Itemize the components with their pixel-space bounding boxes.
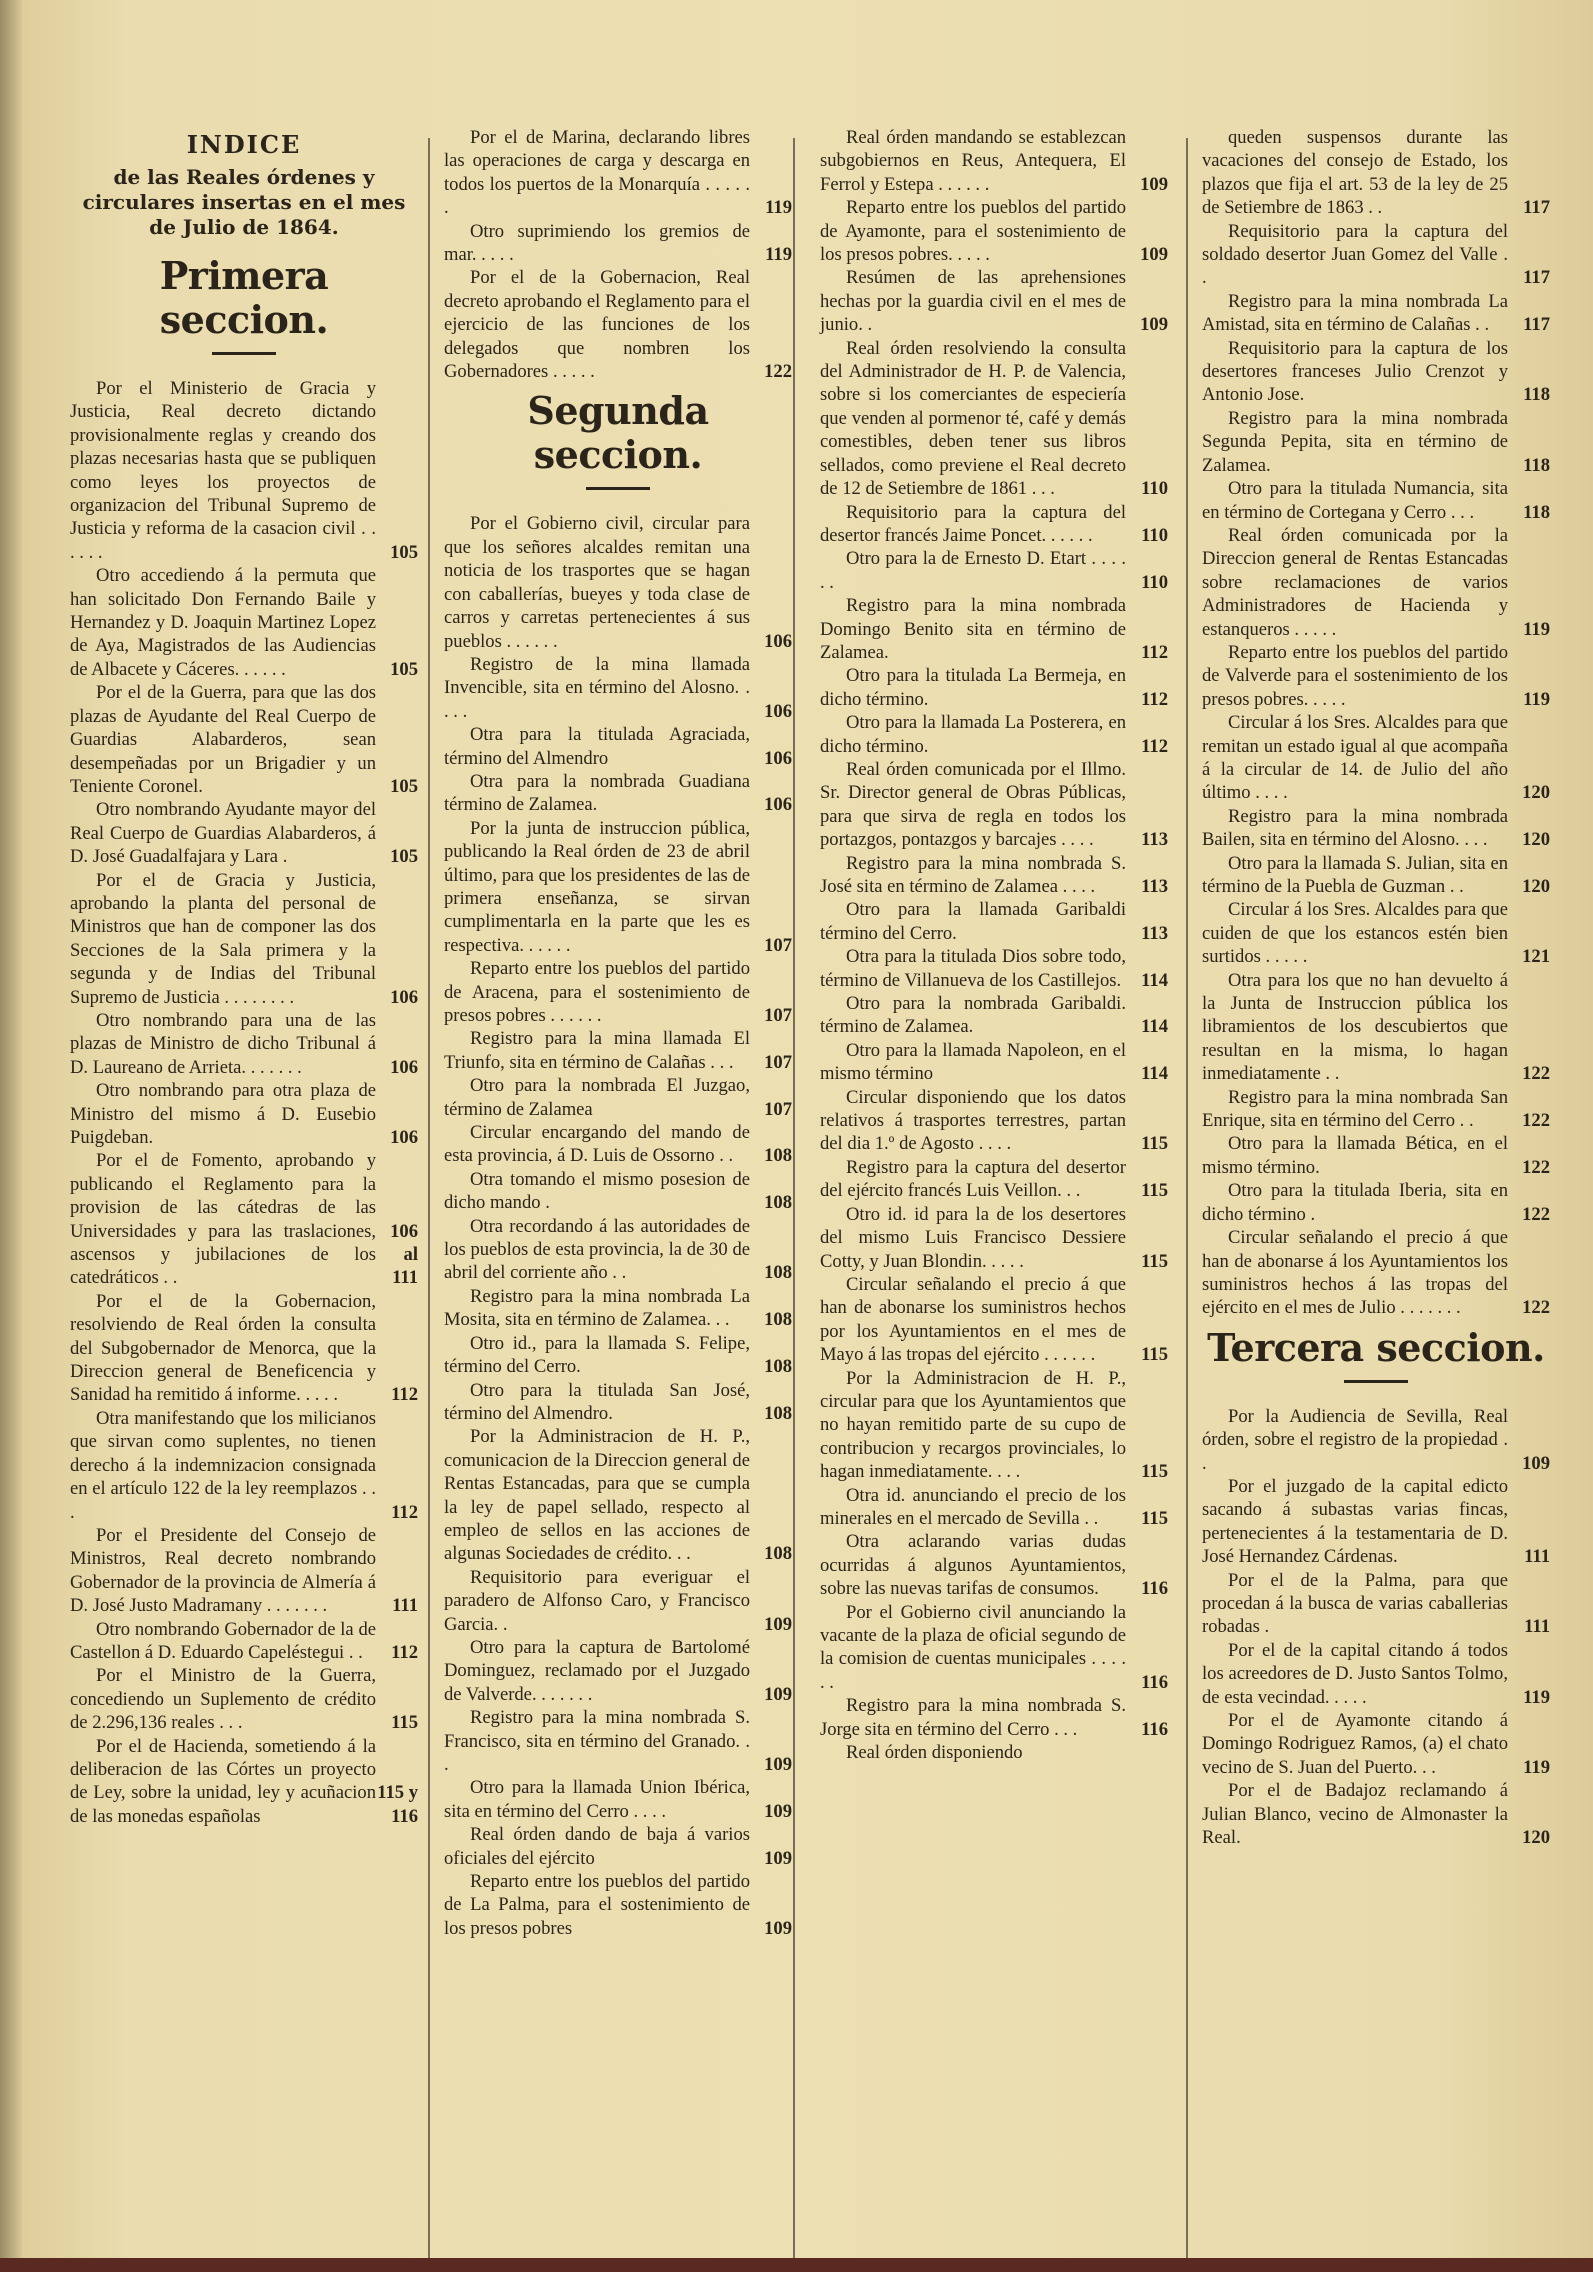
index-entry xyxy=(1202,1405,1550,1475)
entry-text: Reparto entre los pueblos del partido de Aracena, para el sostenimiento de presos pobres . . . . . . xyxy=(444,958,750,1026)
index-entry xyxy=(820,898,1168,945)
entry-page-number: 105 xyxy=(390,541,418,563)
index-entry xyxy=(70,869,418,1009)
entry-page-number: 117 xyxy=(1523,314,1550,336)
page-edge xyxy=(0,0,22,2272)
index-entry xyxy=(820,1039,1168,1086)
entry-text: Registro de la mina llamada Invencible, sita en término del Alosno. . . . . xyxy=(444,653,750,722)
index-entry xyxy=(1202,220,1550,290)
section-title-segunda: Segunda seccion. xyxy=(527,388,709,478)
entry-text: Otro para la llamada S. Julian, sita en término de la Puebla de Guzman . . xyxy=(1202,852,1508,897)
entry-page-number: 113 xyxy=(1141,876,1168,897)
index-entry xyxy=(1202,898,1550,968)
entry-page-number: 112 xyxy=(391,1501,418,1523)
entry-page-number: 115 xyxy=(391,1712,418,1734)
entry-page-number: 114 xyxy=(1141,1063,1168,1085)
index-entry xyxy=(70,1407,418,1524)
entry-page-number: 115 xyxy=(1141,1133,1168,1155)
index-entry xyxy=(1202,477,1550,524)
entry-page-number: 109 xyxy=(764,1800,792,1822)
entry-text: Por el Ministro de la Guerra, concediendo un Suplemento de crédito de 2.296,136 reales . . . xyxy=(70,1665,376,1734)
entry-page-number: 120 xyxy=(1522,829,1550,851)
entry-text: Otra para la nombrada Guadiana término de Zalamea. xyxy=(444,770,750,816)
entry-page-number: 113 xyxy=(1141,922,1168,944)
entry-text: Otra id. anunciando el precio de los minerales en el mercado de Sevilla . . xyxy=(820,1484,1126,1529)
index-entry xyxy=(70,681,418,798)
entry-page-number: 122 xyxy=(1522,1156,1550,1178)
index-entry xyxy=(444,1121,792,1168)
entry-text: Registro para la mina nombrada S. Jorge sita en término del Cerro . . . xyxy=(820,1695,1126,1740)
entry-page-number: 117 xyxy=(1523,267,1550,289)
index-entry xyxy=(1202,1132,1550,1179)
entry-page-number: 106 xyxy=(764,700,792,722)
index-entry xyxy=(820,1484,1168,1531)
entry-page-number: 119 xyxy=(1523,1686,1550,1708)
entry-text: Resúmen de las aprehensiones hechas por la guardia civil en el mes de junio. . xyxy=(820,267,1126,336)
entry-page-number: 114 xyxy=(1141,1016,1168,1038)
entry-page-number: 108 xyxy=(764,1356,792,1378)
index-entry xyxy=(444,1332,792,1379)
entry-page-number: 122 xyxy=(764,361,792,383)
section-divider xyxy=(586,487,650,490)
entry-text: Requisitorio para la captura de los desertores franceses Julio Crenzot y Antonio Jose. xyxy=(1202,337,1508,406)
column-rule xyxy=(793,138,795,2258)
entry-text: Circular disponiendo que los datos relativos á trasportes terrestres, partan del dia 1.º de Agosto . . . . xyxy=(820,1086,1126,1155)
entry-text: Otro para la llamada Napoleon, en el mismo término xyxy=(820,1039,1126,1085)
entry-page-number: 109 xyxy=(764,1683,792,1705)
entry-text: Por el de Gracia y Justicia, aprobando la planta del personal de Ministros que han de componer las dos Secciones de la Sala primera y la segunda y de Indias del Tribunal Supremo de Justicia . . . . . . . . xyxy=(70,869,376,1008)
entry-text: Requisitorio para la captura del soldado desertor Juan Gomez del Valle . . xyxy=(1202,220,1508,289)
index-entry xyxy=(1202,1179,1550,1226)
entry-text: Otro id., para la llamada S. Felipe, término del Cerro. xyxy=(444,1332,750,1378)
entry-page-number: 112 xyxy=(1141,735,1168,757)
entry-text: Registro para la mina nombrada Domingo Benito sita en término de Zalamea. xyxy=(820,595,1126,663)
entry-text: Otra para la titulada Dios sobre todo, término de Villanueva de los Castillejos. xyxy=(820,946,1126,991)
entry-list xyxy=(820,126,1168,1764)
index-entry xyxy=(444,957,792,1027)
index-entry xyxy=(820,1741,1168,1764)
entry-text: Por el Presidente del Consejo de Ministros, Real decreto nombrando Gobernador de la provincia de Almería á D. José Justo Madramany . . . . . . . xyxy=(70,1524,376,1617)
entry-text: Por la Administracion de H. P., circular para que los Ayuntamientos que no hayan remitido parte de su cupo de contribucion y recargos provinciales, lo hagan inmediatamente. . . . xyxy=(820,1367,1126,1483)
index-entry xyxy=(820,852,1168,899)
index-entry xyxy=(1202,337,1550,407)
index-entry xyxy=(820,758,1168,852)
entry-text: Por el Gobierno civil, circular para que los señores alcaldes remitan una noticia de los trasportes que se hagan con caballerías, bueyes y toda clase de carros y carretas pertenecientes á sus pueblos . . . . . . xyxy=(444,513,750,652)
entry-text: Por el de Fomento, aprobando y publicando el Reglamento para la provision de las cátedras de las Universidades y para las traslaciones, ascensos y jubilaciones de los catedráticos . . xyxy=(70,1150,376,1289)
entry-page-number: 114 xyxy=(1141,969,1168,991)
entry-page-number: 105 xyxy=(390,658,418,680)
index-entry xyxy=(444,220,792,267)
entry-text: Circular señalando el precio á que han de abonarse los suministros hechos por los Ayuntamientos en el mes de Mayo á las tropas del ejército . . . . . . xyxy=(820,1273,1126,1366)
entry-text: Por el Ministerio de Gracia y Justicia, Real decreto dictando provisionalmente reglas y creando dos plazas necesarias hasta que se publiquen como leyes los proyectos de organizacion del Tribunal Supremo de Justicia y reforma de la casacion civil . . . . . . xyxy=(70,378,376,563)
column-4 xyxy=(1202,126,1550,1849)
index-entry xyxy=(820,1156,1168,1203)
entry-text: Registro para la mina nombrada La Amistad, sita en término de Calañas . . xyxy=(1202,290,1508,336)
entry-text: Por el de Badajoz reclamando á Julian Blanco, vecino de Almonaster la Real. xyxy=(1202,1780,1508,1849)
index-entry xyxy=(820,126,1168,196)
index-entry xyxy=(70,377,418,564)
section-divider xyxy=(212,352,276,355)
entry-page-number: 106 xyxy=(764,794,792,816)
entry-page-number: 117 xyxy=(1523,197,1550,219)
entry-page-number: 118 xyxy=(1523,384,1550,406)
entry-page-number: 109 xyxy=(1522,1452,1550,1474)
index-title: INDICE xyxy=(186,130,302,159)
index-entry xyxy=(820,1273,1168,1367)
column-rule xyxy=(1186,138,1188,2258)
entry-text: Por el Gobierno civil anunciando la vacante de la plaza de oficial segundo de la comision de cuentas municipales . . . . . . xyxy=(820,1601,1126,1693)
entry-page-number: 106 xyxy=(390,1127,418,1148)
entry-page-number: 112 xyxy=(1141,641,1168,663)
entry-page-number: 116 xyxy=(1141,1578,1168,1600)
entry-text: Otro para la de Ernesto D. Etart . . . . . . xyxy=(820,548,1126,593)
index-entry xyxy=(1202,641,1550,711)
entry-text: Real órden dando de baja á varios oficiales del ejército xyxy=(444,1824,750,1869)
entry-page-number: 121 xyxy=(1522,946,1550,968)
entry-page-number: 112 xyxy=(391,1641,418,1663)
entry-page-number: 110 xyxy=(1141,571,1168,593)
entry-text: Otro para la llamada Garibaldi término del Cerro. xyxy=(820,899,1126,944)
index-entry xyxy=(1202,126,1550,220)
section-title-primera: Primera seccion. xyxy=(159,253,329,342)
entry-text: Por la junta de instruccion pública, publicando la Real órden de 23 de abril último, para que los presidentes de las de primera enseñanza, se sirvan cumplimentarla en la parte que les es respectiva. . . . . . xyxy=(444,817,750,956)
entry-text: Otro para la nombrada El Juzgao, término de Zalamea xyxy=(444,1075,750,1120)
index-entry xyxy=(820,1367,1168,1484)
entry-text: Otra recordando á las autoridades de los pueblos de esta provincia, la de 30 de abril del corriente año . . xyxy=(444,1215,750,1284)
index-subtitle: de las Reales órdenes y circulares insertas en el mes de Julio de 1864. xyxy=(82,165,406,239)
entry-page-number: 119 xyxy=(1523,1756,1550,1778)
index-entry xyxy=(444,1285,792,1332)
index-entry xyxy=(820,196,1168,266)
entry-page-number: 115 xyxy=(1141,1344,1168,1366)
index-entry xyxy=(820,1086,1168,1156)
entry-text: Circular á los Sres. Alcaldes para que cuiden de que los estancos estén bien surtidos . . . . . xyxy=(1202,899,1508,968)
entry-page-number: 119 xyxy=(765,244,792,266)
entry-text: Por el de Ayamonte citando á Domingo Rodriguez Ramos, (a) el chato vecino de S. Juan del Puerto. . . xyxy=(1202,1710,1508,1778)
entry-text: Real órden resolviendo la consulta del Administrador de H. P. de Valencia, sobre si los comerciantes de especiería que venden al pormenor té, café y demás comestibles, deben tener sus libros sellados, como previene el Real decreto de 12 de Setiembre de 1861 . . . xyxy=(820,337,1126,500)
entry-text: Por el de la Guerra, para que las dos plazas de Ayudante del Real Cuerpo de Guardias Alabarderos, sean desempeñadas por un Brigadier y un Teniente Coronel. xyxy=(70,682,376,797)
entry-page-number: 111 xyxy=(392,1595,418,1617)
entry-page-number: 108 xyxy=(764,1192,792,1214)
entry-page-number: 108 xyxy=(764,1543,792,1565)
entry-page-number: 118 xyxy=(1523,454,1550,476)
index-entry xyxy=(70,1290,418,1407)
entry-page-number: 122 xyxy=(1522,1297,1550,1319)
entry-text: Otro suprimiendo los gremios de mar. . . . . xyxy=(444,220,750,266)
entry-text: Otra para la titulada Agraciada, término del Almendro xyxy=(444,724,750,769)
entry-page-number: 106 al 111 xyxy=(390,1220,418,1289)
index-entry xyxy=(1202,1086,1550,1133)
index-entry xyxy=(444,1168,792,1215)
entry-page-number: 106 xyxy=(764,630,792,652)
index-entry xyxy=(820,1601,1168,1695)
index-entry xyxy=(70,1618,418,1665)
index-entry xyxy=(820,711,1168,758)
entry-page-number: 109 xyxy=(1140,244,1168,266)
index-entry xyxy=(444,1215,792,1285)
entry-text: Otro id. id para la de los desertores del mismo Luis Francisco Dessiere Cotty, y Juan Blondin. . . . . xyxy=(820,1203,1126,1272)
index-entry xyxy=(444,1566,792,1636)
entry-page-number: 111 xyxy=(1524,1546,1550,1568)
index-entry xyxy=(444,817,792,957)
entry-page-number: 109 xyxy=(764,1847,792,1869)
entry-text: Registro para la mina nombrada Segunda Pepita, sita en término de Zalamea. xyxy=(1202,407,1508,476)
entry-text: Otra para los que no han devuelto á la Junta de Instruccion pública los libramientos de los descubiertos que resultan en la misma, lo hagan inmediatamente . . xyxy=(1202,969,1508,1085)
entry-text: Circular encargando del mando de esta provincia, á D. Luis de Ossorno . . xyxy=(444,1122,750,1167)
entry-page-number: 110 xyxy=(1141,478,1168,500)
entry-page-number: 118 xyxy=(1523,501,1550,523)
index-entry xyxy=(1202,290,1550,337)
index-entry xyxy=(820,337,1168,501)
entry-page-number: 115 xyxy=(1141,1180,1168,1202)
entry-text: Por el de Hacienda, sometiendo á la deliberacion de las Córtes un proyecto de Ley, sobre la unidad, ley y acuñacion de las monedas españolas xyxy=(70,1735,376,1827)
index-entry xyxy=(1202,524,1550,641)
entry-text: Registro para la mina nombrada Bailen, sita en término del Alosno. . . . xyxy=(1202,805,1508,851)
index-entry xyxy=(444,1776,792,1823)
entry-text: Circular á los Sres. Alcaldes para que remitan un estado igual al que acompaña á la circular de 14. de Julio del año último . . . . xyxy=(1202,712,1508,804)
entry-text: Otro para la nombrada Garibaldi. término de Zalamea. xyxy=(820,993,1126,1038)
entry-text: Registro para la mina nombrada San Enrique, sita en término del Cerro . . xyxy=(1202,1086,1508,1132)
entry-page-number: 109 xyxy=(1140,314,1168,336)
entry-text: Otro para la llamada La Posterera, en dicho término. xyxy=(820,712,1126,757)
section-title-tercera: Tercera seccion. xyxy=(1207,1324,1545,1370)
entry-page-number: 120 xyxy=(1522,1827,1550,1849)
entry-page-number: 111 xyxy=(1524,1616,1550,1638)
entry-text: queden suspensos durante las vacaciones del consejo de Estado, los plazos que fija el art. 53 de la ley de 25 de Setiembre de 1863 . . xyxy=(1202,127,1508,219)
index-entry xyxy=(1202,1779,1550,1849)
entry-page-number: 107 xyxy=(764,1051,792,1073)
entry-page-number: 112 xyxy=(391,1384,418,1406)
entry-text: Reparto entre los pueblos del partido de Valverde para el sostenimiento de los presos pobres. . . . . xyxy=(1202,641,1508,710)
entry-text: Por el de la Palma, para que procedan á la busca de varias caballerias robadas . xyxy=(1202,1569,1508,1638)
entry-text: Otra tomando el mismo posesion de dicho mando . xyxy=(444,1168,750,1214)
index-entry xyxy=(820,1530,1168,1600)
entry-page-number: 120 xyxy=(1522,876,1550,897)
index-entry xyxy=(820,664,1168,711)
entry-page-number: 108 xyxy=(764,1402,792,1424)
entry-text: Requisitorio para la captura del desertor francés Jaime Poncet. . . . . . xyxy=(820,501,1126,546)
section-divider xyxy=(1344,1380,1408,1383)
entry-text: Otro nombrando Ayudante mayor del Real Cuerpo de Guardias Alabarderos, á D. José Guadalfajara y Lara . xyxy=(70,799,376,868)
index-entry xyxy=(820,945,1168,992)
entry-text: Otro nombrando para una de las plazas de Ministro de dicho Tribunal á D. Laureano de Arrieta. . . . . . . xyxy=(70,1009,376,1078)
entry-page-number: 113 xyxy=(1141,829,1168,851)
index-entry xyxy=(444,1823,792,1870)
entry-text: Otro para la llamada Union Ibérica, sita en término del Cerro . . . . xyxy=(444,1777,750,1822)
entry-text: Real órden disponiendo xyxy=(846,1742,1023,1764)
entry-list xyxy=(444,126,792,1940)
entry-text: Por el de Marina, declarando libres las operaciones de carga y descarga en todos los puertos de la Monarquía . . . . . . xyxy=(444,127,750,219)
entry-text: Requisitorio para everiguar el paradero de Alfonso Caro, y Francisco Garcia. . xyxy=(444,1566,750,1635)
page-bottom-edge xyxy=(0,2258,1593,2272)
entry-text: Otro accediendo á la permuta que han solicitado Don Fernando Baile y Hernandez y D. Joaquin Martinez Lopez de Aya, Magistrados de las Audiencias de Albacete y Cáceres. . . . . . xyxy=(70,565,376,680)
index-entry xyxy=(1202,1475,1550,1569)
entry-page-number: 106 xyxy=(390,986,418,1008)
index-entry xyxy=(444,653,792,723)
index-entry xyxy=(1202,1639,1550,1709)
index-entry xyxy=(820,992,1168,1039)
entry-page-number: 115 xyxy=(1141,1461,1168,1483)
index-entry xyxy=(70,564,418,681)
entry-text: Registro para la mina nombrada La Mosita, sita en término de Zalamea. . . xyxy=(444,1285,750,1331)
column-1 xyxy=(70,126,418,1828)
index-entry xyxy=(444,1379,792,1426)
entry-page-number: 109 xyxy=(764,1917,792,1939)
entry-text: Por el de la Gobernacion, Real decreto aprobando el Reglamento para el ejercicio de las funciones de los delegados que nombren los Gobernadores . . . . . xyxy=(444,267,750,383)
entry-text: Otro para la titulada Iberia, sita en dicho término . xyxy=(1202,1180,1508,1225)
index-entry xyxy=(444,1425,792,1565)
entry-page-number: 119 xyxy=(1523,688,1550,710)
entry-page-number: 108 xyxy=(764,1309,792,1331)
entry-page-number: 107 xyxy=(764,1098,792,1120)
index-entry xyxy=(70,1079,418,1149)
index-entry xyxy=(820,1203,1168,1273)
entry-list xyxy=(1202,126,1550,1849)
entry-text: Real órden comunicada por la Direccion general de Rentas Estancadas sobre reclamaciones de varios Administradores de Hacienda y estanqueros . . . . . xyxy=(1202,524,1508,640)
index-entry xyxy=(444,770,792,817)
entry-text: Otra manifestando que los milicianos que sirvan como suplentes, no tienen derecho á la indemnizacion consignada en el artículo 122 de la ley reemplazos . . . xyxy=(70,1407,376,1523)
entry-page-number: 116 xyxy=(1141,1718,1168,1740)
entry-text: Circular señalando el precio á que han de abonarse á los Ayuntamientos los suministros hechos á las tropas del ejército en el mes de Julio . . . . . . . xyxy=(1202,1227,1508,1319)
column-rule xyxy=(428,138,430,2258)
entry-page-number: 105 xyxy=(390,775,418,797)
entry-page-number: 108 xyxy=(764,1145,792,1167)
entry-page-number: 122 xyxy=(1522,1063,1550,1085)
entry-page-number: 107 xyxy=(764,934,792,956)
column-2 xyxy=(444,126,792,1940)
entry-text: Real órden mandando se establezcan subgobiernos en Reus, Antequera, El Ferrol y Estepa . . . . . . xyxy=(820,127,1126,195)
index-entry xyxy=(820,501,1168,548)
index-entry xyxy=(444,1636,792,1706)
index-entry xyxy=(444,266,792,383)
entry-text: Registro para la captura del desertor del ejército francés Luis Veillon. . . xyxy=(820,1156,1126,1202)
index-entry xyxy=(444,1074,792,1121)
entry-page-number: 106 xyxy=(764,747,792,769)
index-entry xyxy=(820,594,1168,664)
entry-text: Otro para la titulada San José, término del Almendro. xyxy=(444,1379,750,1424)
entry-text: Otro para la llamada Bética, en el mismo término. xyxy=(1202,1133,1508,1178)
index-entry xyxy=(444,512,792,652)
entry-page-number: 115 xyxy=(1141,1250,1168,1272)
index-entry xyxy=(70,1149,418,1289)
entry-text: Otro para la titulada La Bermeja, en dicho término. xyxy=(820,665,1126,710)
entry-text: Reparto entre los pueblos del partido de La Palma, para el sostenimiento de los presos pobres xyxy=(444,1871,750,1939)
index-entry xyxy=(1202,805,1550,852)
index-entry xyxy=(1202,1569,1550,1639)
entry-text: Reparto entre los pueblos del partido de Ayamonte, para el sostenimiento de los presos pobres. . . . . xyxy=(820,197,1126,266)
entry-page-number: 115 y 116 xyxy=(377,1782,418,1827)
entry-text: Registro para la mina nombrada S. José sita en término de Zalamea . . . . xyxy=(820,852,1126,897)
entry-text: Otro para la captura de Bartolomé Dominguez, reclamado por el Juzgado de Valverde. . . . . . . xyxy=(444,1636,750,1705)
entry-text: Otro para la titulada Numancia, sita en término de Cortegana y Cerro . . . xyxy=(1202,478,1508,523)
index-entry xyxy=(70,798,418,868)
entry-page-number: 120 xyxy=(1522,782,1550,804)
entry-text: Registro para la mina nombrada S. Francisco, sita en término del Granado. . . xyxy=(444,1707,750,1775)
index-entry xyxy=(1202,852,1550,899)
index-entry xyxy=(70,1664,418,1734)
entry-page-number: 115 xyxy=(1141,1507,1168,1529)
entry-page-number: 110 xyxy=(1141,524,1168,546)
entry-page-number: 109 xyxy=(1140,173,1168,195)
index-entry xyxy=(1202,711,1550,805)
index-entry xyxy=(70,1524,418,1618)
index-entry xyxy=(70,1009,418,1079)
index-entry xyxy=(70,1735,418,1829)
entry-text: Por el de la capital citando á todos los acreedores de D. Justo Santos Tolmo, de esta vecindad. . . . . xyxy=(1202,1639,1508,1708)
entry-page-number: 106 xyxy=(390,1056,418,1078)
index-entry xyxy=(1202,407,1550,477)
entry-text: Real órden comunicada por el Illmo. Sr. Director general de Obras Públicas, para que sirva de regla en todos los portazgos, pontazgos y barcajes . . . . xyxy=(820,758,1126,851)
index-entry xyxy=(444,1706,792,1776)
entry-list xyxy=(70,377,418,1828)
index-entry xyxy=(444,126,792,220)
entry-text: Por el de la Gobernacion, resolviendo de Real órden la consulta del Subgobernador de Menorca, que la Direccion general de Beneficencia y Sanidad ha remitido á informe. . . . . xyxy=(70,1290,376,1406)
index-entry xyxy=(820,547,1168,594)
entry-text: Por la Audiencia de Sevilla, Real órden, sobre el registro de la propiedad . . xyxy=(1202,1405,1508,1474)
index-entry xyxy=(1202,1709,1550,1779)
entry-page-number: 112 xyxy=(1141,688,1168,710)
entry-text: Por la Administracion de H. P., comunicacion de la Direccion general de Rentas Estancadas, para que se cumpla la ley de papel sellado, respecto al empleo de sellos en las acciones de algunas Sociedades de crédito. . . xyxy=(444,1426,750,1565)
index-entry xyxy=(1202,969,1550,1086)
entry-page-number: 107 xyxy=(764,1005,792,1026)
index-entry xyxy=(444,1870,792,1940)
entry-page-number: 109 xyxy=(764,1754,792,1775)
index-entry xyxy=(444,723,792,770)
entry-text: Por el juzgado de la capital edicto sacando á subastas varias fincas, pertenecientes á la testamentaria de D. José Hernandez Cárdenas. xyxy=(1202,1475,1508,1568)
entry-text: Registro para la mina llamada El Triunfo, sita en término de Calañas . . . xyxy=(444,1028,750,1073)
entry-page-number: 108 xyxy=(764,1262,792,1284)
entry-page-number: 122 xyxy=(1522,1203,1550,1225)
entry-text: Otra aclarando varias dudas ocurridas á algunos Ayuntamientos, sobre las nuevas tarifas de consumos. xyxy=(820,1531,1126,1600)
index-entry xyxy=(1202,1226,1550,1320)
entry-page-number: 119 xyxy=(765,197,792,219)
entry-page-number: 116 xyxy=(1141,1671,1168,1693)
index-entry xyxy=(444,1027,792,1074)
index-entry xyxy=(820,1694,1168,1741)
entry-text: Otro nombrando para otra plaza de Ministro del mismo á D. Eusebio Puigdeban. xyxy=(70,1080,376,1148)
entry-page-number: 109 xyxy=(764,1613,792,1635)
entry-page-number: 119 xyxy=(1523,618,1550,640)
entry-page-number: 122 xyxy=(1522,1110,1550,1132)
entry-text: Otro nombrando Gobernador de la de Castellon á D. Eduardo Capeléstegui . . xyxy=(70,1618,376,1663)
column-3 xyxy=(820,126,1168,1764)
index-entry xyxy=(820,266,1168,336)
entry-page-number: 105 xyxy=(390,846,418,868)
